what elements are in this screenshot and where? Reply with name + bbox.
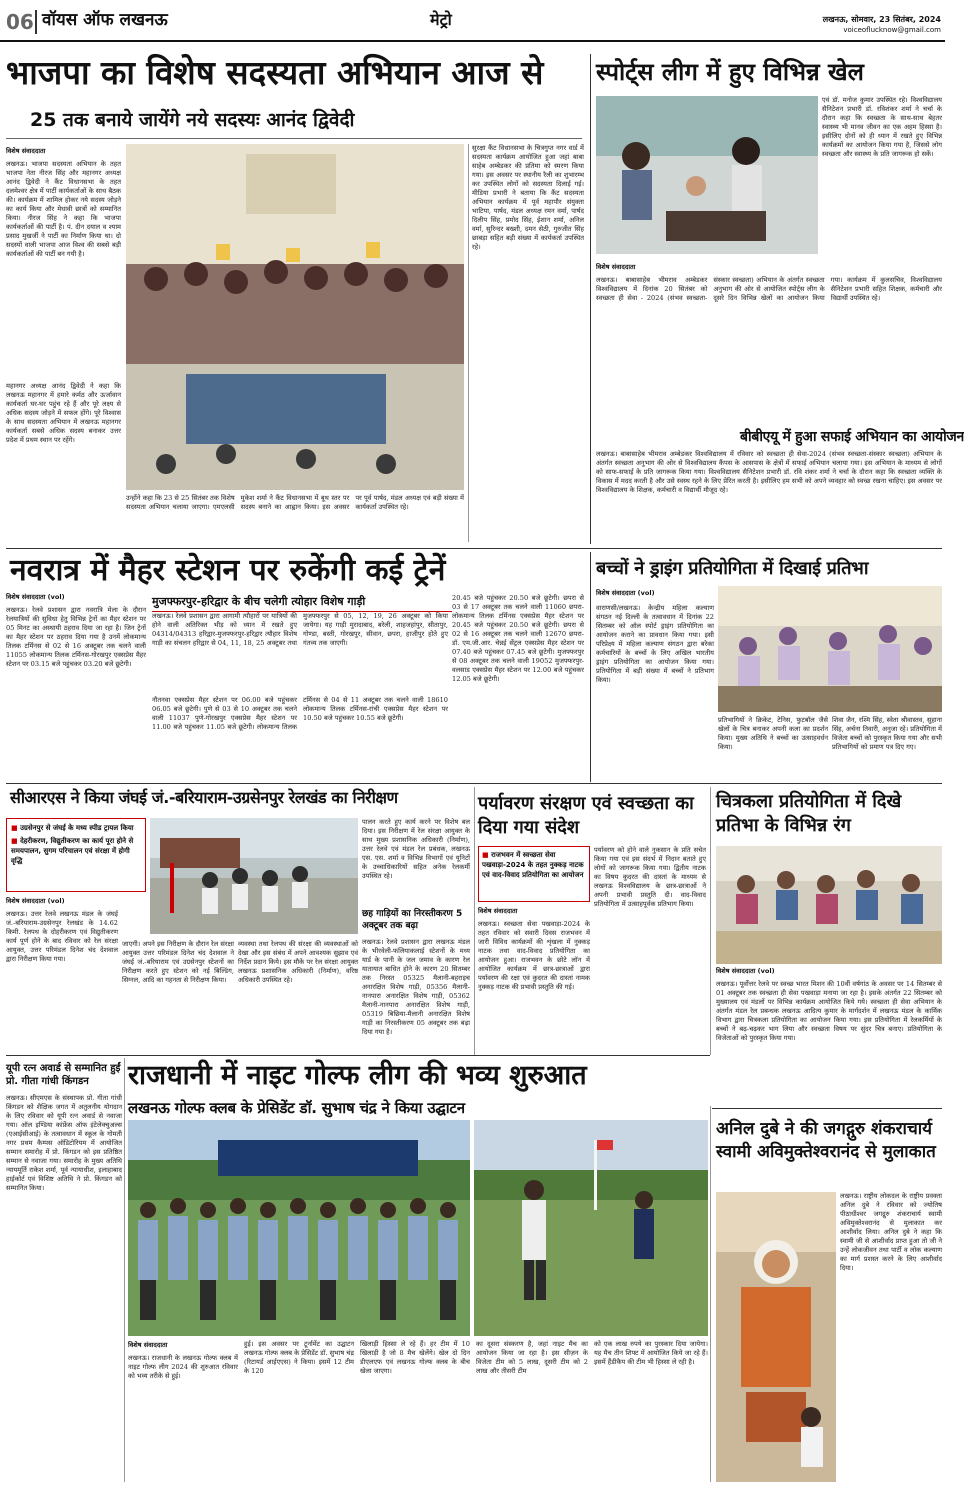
rule-a10 [124, 1058, 125, 1482]
a12-photo-meeting [716, 1192, 836, 1482]
a5-text-col1: वाराणसी/लखनऊ। केन्द्रीय महिला कल्याण संगठन नई दिल्ली के तत्वावधान में दिनांक 22 सितम्बर को ऑल स्पोर्ट ड्राइंग प्रतियोगिता का आयोजन कराने का प्रावधान किया गया। इसी परिप्रेक्ष्य में महिला कल्याण संगठन द्वारा बरेका कर्मचारियों के बच्चों के लिए अखिल भारतीय ड्राइंग प्रतियोगिता का आयोजन किया गया। प्रतियोगिता में बड़ी संख्या में बच्चों ने प्रतिभाग किया। [596, 604, 714, 684]
a1-byline: विशेष संवाददाता [6, 147, 46, 155]
a4-text-col2: लखनऊ। रेलवे प्रशासन द्वारा आगामी त्यौहारों पर यात्रियों की होने वाली अतिरिक्त भीड़ को ध्यान में रखते हुए 04314/04313 हरिद्वार-मुजफ्फरपुर-हरिद्वार त्यौहार विशेष गाड़ी का संचलन हरिद्वार से 04, 11, 18, 25 अक्टूबर तथा मुजफ्फरपुर से 05, 12, 19, 26 अक्टूबर को किया जायेगा। यह गाड़ी मुरादाबाद, बरेली, शाहजहांपुर, सीतापुर, गोण्डा, बस्ती, गोरखपुर, सीवान, छपरा, हाजीपुर होते हुए गंतव्य तक जाएगी। [152, 612, 448, 647]
a7-text: लखनऊ। रेलवे प्रशासन द्वारा लखनऊ मंडल के भीरवेली-फलियाकलाई स्टेशनों के मध्य यार्ड के पानी के जल जमाव के कारण रेल यातायात बाधित होने के कारण 20 सितम्बर तक निरस्त 05325 मैलानी-बहराइच अनारक्षित विशेष गाड़ी, 05356 मैलानी-नानपारा अनारक्षित विशेष गाड़ी, 05362 मैलानी-नानपारा अनारक्षित विशेष गाड़ी, 05319 बिछिया-मैलानी अनारक्षित विशेष गाड़ी का निरस्तीकरण 05 अक्टूबर तक बढ़ा दिया गया है। [362, 938, 470, 1036]
masthead [0, 0, 945, 42]
a6-highlights-box [6, 818, 146, 892]
a10-text: लखनऊ। सीएमएस के संस्थापक प्रो. गीता गांधी किंगडन को शैक्षिक जगत में अतुलनीय योगदान के लिए रविवार को यूपी रत्न अवार्ड से नवाजा गया। ऑल इण्डिया कांफ्रेंस ऑफ इंटेलेक्चुअल्स (एआईसीआई) के तत्वावधान में स्कूल के गोमती नगर प्रथम कैम्पस ऑडिटोरियम में आयोजित सम्मान समारोह में प्रो. किंगडन को इस प्रतिष्ठित सम्मान से नवाजा गया। समारोह के मुख्य अतिथि न्यायमूर्ति राकेश शर्मा, पूर्व न्यायाधीश, इलाहाबाद हाईकोर्ट एवं विशिष्ट अतिथि ने प्रो. किंगडन को सम्मानित किया। [6, 1094, 122, 1192]
a3-headline: बीबीएयू में हुआ सफाई अभियान का आयोजन [740, 429, 964, 445]
a1-headline: भाजपा का विशेष सदस्यता अभियान आज से [6, 53, 544, 92]
a1-text-col1b: महानगर अध्यक्ष आनंद द्विवेदी ने कहा कि लखनऊ महानगर में हमारे कर्मठ और ऊर्जावान कार्यकर्ता घर-घर पहुंच रहे हैं और पूरे लक्ष्य से अधिक सदस्य जोड़ने में सफल होंगे। पूरे विश्वास के साथ सदस्यता अभियान में लखनऊ महानगर कार्यकर्ता सबसे अधिक सदस्य बनाकर उत्तर प्रदेश में प्रथम स्थान पर रहेंगे। [6, 382, 121, 444]
a7-kicker: छह गाड़ियों का निरस्तीकरण 5 अक्टूबर तक बढ़ा [362, 909, 463, 931]
a9-photo-painting [716, 846, 942, 964]
a8-text-col1: लखनऊ। स्वच्छता सेवा पखवाड़ा-2024 के तहत रविवार को सवारी दिवस राजभवन में जारी विविध कार्यक्रमों की शृंखला में नुक्कड़ नाटक तथा वाद-विवाद प्रतियोगिता का आयोजन हुआ। राजभवन के छोटे लॉन में आयोजित कार्यक्रम में छात्र-छात्राओं द्वारा पर्यावरण की रक्षा एवं कुदरत की दास्तां नामक नुक्कड़ नाटक की प्रभावी प्रस्तुति की गई। [478, 920, 590, 991]
a9-headline: चित्रकला प्रतियोगिता में दिखे प्रतिभा के विभिन्न रंग [716, 791, 902, 836]
a6-headline: सीआरएस ने किया जंघई जं.-बरियाराम-उग्रसेनपुर रेलखंड का निरीक्षण [10, 788, 398, 807]
a4-byline: विशेष संवाददाता (vol) [6, 593, 65, 601]
a12-text: लखनऊ। राष्ट्रीय लोकदल के राष्ट्रीय प्रवक्ता अनिल दुबे ने रविवार को ज्योतिष पीठाधीश्वर जगद्गुरु शंकराचार्य स्वामी अविमुक्तेश्वरानंद से मुलाकात कर आशीर्वाद लिया। अनिल दुबे ने कहा कि स्वामी जी से आशीर्वाद प्राप्त हुआ तो जी ने उन्हें लोकजीवन तथा पार्टी व लोक कल्याण का मार्ग प्रशस्त करने के लिए आशीर्वाद दिया। [840, 1192, 942, 1272]
rule-a8-left [474, 787, 475, 1055]
a5-photo-drawing [718, 586, 942, 712]
section-rule-top [590, 54, 591, 544]
a6-photo-inspection [150, 818, 358, 934]
a1-col-rule [468, 144, 469, 542]
a6-text-col4: पालन करते हुए कार्य करने पर विशेष बल दिया। इस निरीक्षण में रेल संरक्षा आयुक्त के साथ मुख्य प्रशासनिक अधिकारी (निर्माण), उत्तर रेलवे एवं मंडल रेल प्रबंधक, लखनऊ एस. एस. शर्मा व विभिन्न विभागों एवं यूनिटों के उच्चाधिकारियों सहित अनेक रेलकर्मी उपस्थित रहे। [362, 818, 470, 880]
a11-text-col4: का दूसरा संस्करण है, जहां नाइट मैच का आयोजन किया जा रहा है। इस सीज़न के विजेता टीम को 5 लाख, दूसरी टीम को 2 लाख और तीसरी टीम [476, 1340, 588, 1375]
a6-text-col2: जाएगी। अपने इस निरीक्षण के दौरान रेल संरक्षा आयुक्त उत्तर परिमंडल दिनेश चंद देशवाल ने जंघई जं.-बरियाराम एवं उग्रसेनपुर स्टेशनों का निरीक्षण करते हुए स्टेशन को नई बिल्डिंग, सिग्नल, आदि का गहनता से निरीक्षण किया। [122, 940, 234, 984]
a8-bullet-1: ■ राजभवन में स्वच्छता सेवा पखवाड़ा-2024 के तहत नुक्कड़ नाटक एवं वाद-विवाद प्रतियोगिता का आयोजन [482, 850, 586, 880]
a2-headline: स्पोर्ट्स लीग में हुए विभिन्न खेल [596, 58, 864, 86]
a4-text-col3: नौतनवा एक्सप्रेस मैहर स्टेशन पर 06.00 बजे पहुंचकर 06.05 बजे छूटेगी। पुणे से 03 से 10 अक्टूबर तक चलने वाली 11037 पुणे-गोरखपुर एक्सप्रेस मैहर स्टेशन पर 11.00 बजे पहुंचकर 11.05 बजे छूटेगी। लोकमान्य तिलक टर्मिनस से 04 से 11 अक्टूबर तक चलने वाली 18610 लोकमान्य तिलक टर्मिनस-रांची एक्सप्रेस मैहर स्टेशन पर 10.50 बजे पहुंचकर 10.55 बजे छूटेगी। [152, 696, 448, 731]
a2-text-right: एवं डॉ. मनोज कुमार उपस्थित रहे। विश्वविद्यालय सैनिटेशन प्रभारी डॉ. रविशंकर शर्मा ने चर्चा के दौरान कहा कि स्वच्छता के साथ-साथ बेहतर स्वास्थ्य भी मानव जीवन का एक अहम हिस्सा है। इसीलिए दोनों को ही ध्यान में रखते हुए विभिन्न कार्यक्रमों का आयोजन किया गया है, जिससे लोग स्वच्छता और स्वास्थ्य के प्रति जागरूक हो सकें। [822, 96, 942, 158]
a2-text-main: लखनऊ। बाबासाहेब भीमराव अम्बेडकर विश्वविद्यालय में दिनांक 20 सितंबर को स्वच्छता ही सेवा - 2024 (संभव स्वच्छता-संस्कार स्वच्छता) अभियान के अंतर्गत स्वच्छता अनुभाग की ओर से आयोजित स्पोर्ट्स लीग के दूसरे दिन विभिन्न खेलों का आयोजन किया गया। कार्यक्रम में कुलसचिव, विश्वविद्यालय सैनिटेशन प्रभारी सहित शिक्षक, कर्मचारी और विद्यार्थी उपस्थित रहे। [596, 276, 942, 302]
a2-photo-armwrestling [596, 96, 818, 254]
a6-text-col1: लखनऊ। उत्तर रेलवे लखनऊ मंडल के जंघई जं.-बरियाराम-उग्रसेनपुर रेलखंड के 14.62 किमी. रेलपथ के दोहरीकरण एवं विद्युतीकरण कार्य पूर्ण होने के बाद रविवार को रेल संरक्षा आयुक्त, उत्तर परिमंडल दिनेश चंद देशवाल द्वारा निरीक्षण किया गया। [6, 910, 118, 963]
email-line: voiceoflucknow@gmail.com [843, 26, 941, 34]
rule-row2 [6, 783, 942, 784]
a5-text-col2: प्रतिभागियों ने क्रिकेट, टेनिस, फुटबॉल जैसे खेलों के चित्र बनाकर अपनी कला का प्रदर्शन किया। मुख्य अतिथि ने बच्चों का उत्साहवर्धन किया। [718, 716, 828, 751]
a11-text-col2: हुई। इस अवसर पर टूर्नामेंट का उद्घाटन लखनऊ गोल्फ क्लब के प्रेसिडेंट डॉ. सुभाष चंद्र (रिटायर्ड आईएएस) ने किया। इसमें 12 टीम के 120 [244, 1340, 354, 1375]
a6-byline: विशेष संवाददाता (vol) [6, 897, 65, 905]
a6-bullet-2: ■ देहरीकरण, विद्युतीकरण का कार्य पूरा होने से समयपालन, सुगम परिचालन एवं संरक्षा में होगी वृद्धि [11, 836, 141, 866]
a11-byline: विशेष संवाददाता [128, 1341, 168, 1349]
a5-byline: विशेष संवाददाता (vol) [596, 589, 655, 597]
a12-headline: अनिल दुबे ने की जगद्गुरु शंकराचार्य स्वामी अविमुक्तेश्वरानंद से मुलाकात [716, 1119, 936, 1162]
a6-text-col3: व्यवस्था तथा रेलपथ की संरक्षा की व्यवस्थाओं को देखा और इस संबंध में अपने आवश्यक सुझाव एवं निर्देश प्रदान किये। इस मौके पर रेल संरक्षा आयुक्त लखनऊ प्रशासनिक अधिकारी (निर्माण), वरिष्ठ अधिकारी उपस्थित रहे। [238, 940, 358, 984]
a6-bullet-1: ■ उग्रसेनपुर से जंघई के मध्य स्पीड ट्रायल किया [11, 823, 141, 833]
section-name: मेट्रो [430, 10, 452, 29]
page-number: 06 [6, 10, 34, 34]
a4-kicker: मुजफ्फरपुर-हरिद्वार के बीच चलेगी त्योहार विशेष गाड़ी [152, 594, 452, 612]
paper-name: वॉयस ऑफ लखनऊ [42, 10, 168, 30]
a11-text-col5: को एक लाख रुपये का पुरस्कार दिया जायेगा। यह मैच तीन शिफ्ट में आयोजित किये जा रहे हैं। इसमें हैंडीकैप की टीम भी हिस्सा ले रही है। [594, 1340, 708, 1366]
a11-subheadline: लखनऊ गोल्फ क्लब के प्रेसिडेंट डॉ. सुभाष चंद्र ने किया उद्घाटन [128, 1099, 465, 1117]
a1-text-col3: उन्होंने कहा कि 23 से 25 सितंबर तक विशेष सदस्यता अभियान चलाया जाएगा। एमएलसी मुकेश शर्मा ने कैंट विधानसभा में बूथ स्तर पर सदस्य बनाने का आह्वान किया। इस अवसर पर पूर्व पार्षद, मंडल अध्यक्ष एवं बड़ी संख्या में कार्यकर्ता उपस्थित रहे। [126, 494, 464, 511]
a11-photo-team [128, 1120, 470, 1336]
a8-highlights-box [478, 846, 590, 902]
masthead-divider [35, 10, 37, 34]
a8-text-col2: पर्यावरण को होने वाले नुकसान के प्रति सचेत किया गया एवं इस संदर्भ में निदान बताते हुए लोगों को जागरूक किया गया। द्वितीय नाटक का विषय कुदरत की दास्तां के माध्यम से लखनऊ विश्वविद्यालय के छात्र-छात्राओं ने अपनी प्रभावी प्रस्तुति दी। वाद-विवाद प्रतियोगिता में उत्साहपूर्वक प्रतिभाग किया। [594, 846, 706, 908]
rule-a9-left [710, 787, 711, 1055]
a4-text-col4: 20.45 बजे पहुंचकर 20.50 बजे छूटेगी। छपरा से 03 से 17 अक्टूबर तक चलने वाली 11060 छपरा-लोकमान्य तिलक टर्मिनस एक्सप्रेस मैहर स्टेशन पर 20.45 बजे पहुंचकर 20.50 बजे छूटेगी। छपरा से 02 से 16 अक्टूबर तक चलने वाली 12670 छपरा-डॉ. एम.जी.आर. चेन्नई सेंट्रल एक्सप्रेस मैहर स्टेशन पर 07.40 बजे पहुंचकर 07.45 बजे छूटेगी। मुजफ्फरपुर से 08 अक्टूबर तक चलने वाली 19052 मुजफ्फरपुर-वलसाड एक्सप्रेस मैहर स्टेशन पर 12.00 बजे पहुंचकर 12.05 बजे छूटेगी। [452, 594, 584, 683]
a1-text-col4: सुरक्षा कैंट विधानसभा के चित्रगुप्त नगर वार्ड में सदस्यता कार्यक्रम आयोजित हुआ जहां बाबा साहेब अम्बेडकर की प्रतिमा को स्मरण किया गया। इस अवसर पर स्थानीय रैली का शुभारम्भ कर उपस्थित लोगों को सदस्यता दिलाई गई। मीडिया प्रभारी ने बताया कि कैंट सदस्यता अभियान कार्यक्रम में पूर्व महापौर संयुक्ता भाटिया, पार्षद, मंडल अध्यक्ष रमन वर्मा, पार्षद दिलीप सिंह, प्रमोद सिंह, ईशान शर्मा, अनिल वर्मा, सुरिन्दर बख्शी, दमन सेठी, गुरुजीत सिंह छाबड़ा सहित बड़ी संख्या में कार्यकर्ता उपस्थित रहे। [472, 144, 584, 251]
section-rule-mid [590, 552, 591, 782]
a9-text: लखनऊ। पूर्वोत्तर रेलवे पर स्वच्छ भारत मिशन की 10वीं वर्षगांठ के अवसर पर 14 सितम्बर से 01 अक्टूबर तक स्वच्छता ही सेवा पखवाड़ा मनाया जा रहा है। इसके अंतर्गत 22 सितम्बर को मुख्यालय एवं मंडलों पर विभिन्न कार्यक्रम आयोजित किये गये। स्वच्छता ही सेवा अभियान के अंतर्गत मंडल रेल प्रबन्धक लखनऊ आदित्य कुमार के मार्गदर्शन में लखनऊ मंडल के कार्मिक विभाग द्वारा चित्रकला प्रतियोगिता का आयोजन किया गया। इस प्रतियोगिता में रेलकर्मियों के बच्चों ने बढ़-चढ़कर भाग लिया और स्वच्छता विषय पर सुंदर चित्र बनाए। प्रतियोगिता के विजेताओं को पुरस्कृत किया गया। [716, 980, 942, 1042]
a1-text-col1: लखनऊ। भाजपा सदस्यता अभियान के तहत भाजपा नेता नीरज सिंह और महानगर अध्यक्ष आनंद द्विवेदी ने कैंट विधानसभा के तहत दलमेश्वर क्षेत्र में पार्टी कार्यकर्ताओं के साथ बैठक की। कार्यक्रम में शामिल होकर नये सदस्य जोड़ने का कार्य किया और मेधावी छात्रों को सम्मानित किया। नीरज सिंह ने कहा कि भाजपा कार्यकर्ताओं की पार्टी है। पं. दीन दयाल व श्याम प्रसाद मुखर्जी ने पार्टी का निर्माण किया था। दो सदस्यों वाली भाजपा आज विश्व की सबसे बड़ी कार्यकर्ताओं की पार्टी बन गयी है। [6, 160, 121, 258]
a5-headline: बच्चों ने ड्राइंग प्रतियोगिता में दिखाई प्रतिभा [596, 558, 869, 579]
a4-headline: नवरात्र में मैहर स्टेशन पर रुकेंगी कई ट्रेनें [10, 553, 446, 588]
rule-row1 [6, 548, 942, 549]
a11-text-col3: खिलाड़ी हिस्सा ले रहे हैं। हर टीम में 10 खिलाड़ी है जो 8 मैच खेलेंगे। खेल दो दिन डीएलएफ एवं लखनऊ गोल्फ क्लब के बीच खेला जाएगा। [360, 1340, 470, 1375]
a5-text-col3: शिवा जैन, रश्मि सिंह, स्वेता श्रीवास्तव, सुहाना सिंह, अर्चना तिवारी, अनुजा रहे। प्रतियोगिता में विजेता बच्चों को पुरस्कृत किया गया और सभी प्रतिभागियों को प्रमाण पत्र दिए गए। [832, 716, 942, 751]
a1-rule [6, 138, 582, 139]
a8-byline: विशेष संवाददाता [478, 907, 518, 915]
rule-a12-top [712, 1108, 942, 1109]
a2-byline: विशेष संवाददाता [596, 263, 636, 271]
a8-headline: पर्यावरण संरक्षण एवं स्वच्छता का दिया गया संदेश [478, 793, 694, 838]
a11-photo-golfer [474, 1120, 708, 1336]
a11-headline: राजधानी में नाइट गोल्फ लीग की भव्य शुरुआत [128, 1060, 587, 1091]
rule-row3 [6, 1055, 710, 1056]
date-line: लखनऊ, सोमवार, 23 सितंबर, 2024 [822, 15, 941, 24]
a4-text-col1: लखनऊ। रेलवे प्रशासन द्वारा नवरात्रि मेला के दौरान रेलयात्रियों की सुविधा हेतु विभिन्न ट्रेनों का मैहर स्टेशन पर 05 मिनट का अस्थायी ठहराव दिया जा रहा है। जिन ट्रेनों का मैहर स्टेशन पर ठहराव दिया गया है उनमें लोकमान्य तिलक टर्मिनस से 02 से 16 अक्टूबर तक चलने वाली 11055 लोकमान्य तिलक टर्मिनस-गोरखपुर एक्सप्रेस मैहर स्टेशन पर 03.15 बजे पहुंचकर 03.20 बजे छूटेगी। [6, 606, 146, 668]
a1-subheadline: 25 तक बनाये जायेंगे नये सदस्यः आनंद द्विवेदी [30, 109, 355, 131]
a9-byline: विशेष संवाददाता (vol) [716, 967, 775, 975]
rule-a12-left [710, 1106, 711, 1482]
a1-photo-bjp-event [126, 144, 464, 490]
a10-headline: यूपी रत्न अवार्ड से सम्मानित हुईं प्रो. गीता गांधी किंगडन [6, 1063, 121, 1087]
a3-text: लखनऊ। बाबासाहेब भीमराव अम्बेडकर विश्वविद्यालय में रविवार को स्वच्छता ही सेवा-2024 (संभव स्वच्छता-संस्कार स्वच्छता) अभियान के अंतर्गत स्वच्छता अनुभाग की ओर से विश्वविद्यालय कैंपस के आसपास के क्षेत्रों में सफाई अभियान चलाया गया। इस अभियान के माध्यम से लोगों को साफ-सफाई के प्रति जागरूक किया गया। विश्वविद्यालय सैनिटेशन प्रभारी डॉ. रवि शंकर शर्मा ने चर्चा के दौरान कहा कि स्वच्छता व्यक्ति के विकास में मदद करती है और उसे स्वस्थ रहने के लिए प्रेरित करती है। इसीलिए हम सभी को अपने व्यवहार को स्वच्छ रखना चाहिए। इस अवसर पर विश्वविद्यालय के शिक्षक, कर्मचारी व विद्यार्थी मौजूद रहे। [596, 450, 942, 494]
a11-text-col1: लखनऊ। राजधानी के लखनऊ गोल्फ क्लब में नाइट गोल्फ लीग 2024 की शुरुआत रविवार को भव्य तरीके से हुई। [128, 1354, 238, 1380]
